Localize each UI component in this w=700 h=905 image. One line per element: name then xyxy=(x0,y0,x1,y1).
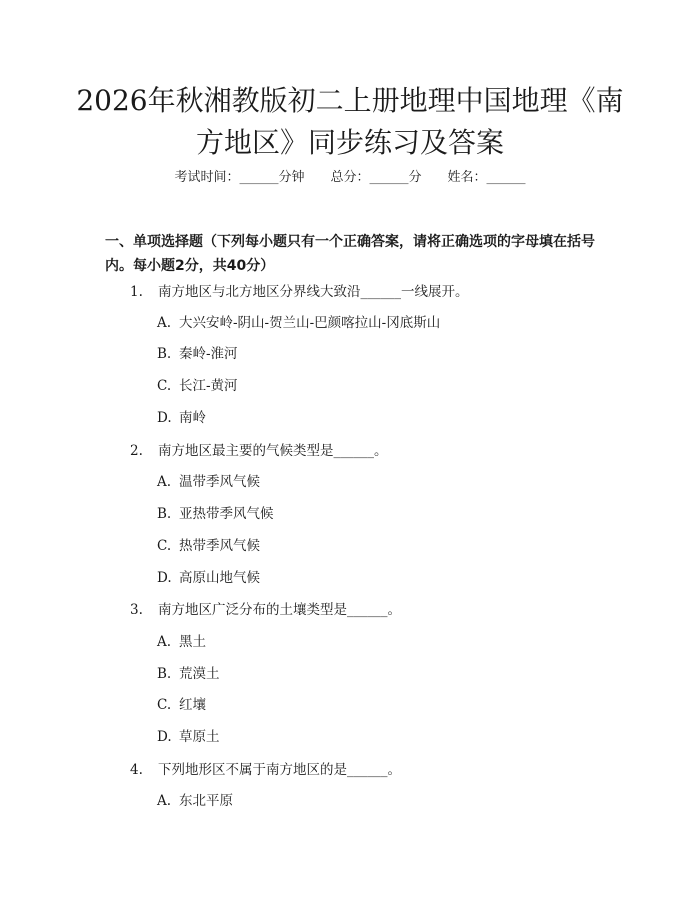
exam-time-field: 考试时间：______分钟 xyxy=(174,170,305,185)
option-text: 南岭 xyxy=(179,410,206,426)
option-text: 荒漠土 xyxy=(179,666,220,682)
option-text: 长江-黄河 xyxy=(179,378,238,394)
section-heading: 一、单项选择题（下列每小题只有一个正确答案，请将正确选项的字母填在括号内。每小题2分，共40分） xyxy=(105,234,595,274)
student-name-field: 姓名：______ xyxy=(447,170,526,185)
option-letter: C. xyxy=(157,697,172,713)
question-3 xyxy=(130,600,401,620)
option-letter: C. xyxy=(157,538,172,554)
question-1-option-d xyxy=(157,408,206,428)
option-text: 秦岭-淮河 xyxy=(179,346,238,362)
question-3-option-c xyxy=(157,695,206,715)
option-text: 高原山地气候 xyxy=(179,570,260,586)
question-2-option-a xyxy=(157,472,260,492)
question-2-option-c xyxy=(157,536,260,556)
option-text: 亚热带季风气候 xyxy=(179,506,274,522)
option-text: 大兴安岭-阴山-贺兰山-巴颜喀拉山-冈底斯山 xyxy=(179,315,441,331)
question-2 xyxy=(130,441,388,461)
option-text: 黑土 xyxy=(179,634,206,650)
question-number: 3. xyxy=(130,602,143,618)
option-letter: D. xyxy=(157,410,172,426)
option-letter: B. xyxy=(157,346,172,362)
question-1-option-a xyxy=(157,313,440,333)
total-score-field: 总分：______分 xyxy=(330,170,422,185)
option-letter: C. xyxy=(157,378,172,394)
option-letter: A. xyxy=(157,315,172,331)
question-3-option-d xyxy=(157,727,220,747)
exam-meta xyxy=(0,168,700,188)
question-number: 2. xyxy=(130,443,143,459)
option-letter: D. xyxy=(157,729,172,745)
option-text: 东北平原 xyxy=(179,793,233,809)
page-title-line-2: 方地区》同步练习及答案 xyxy=(195,126,504,159)
option-letter: D. xyxy=(157,570,172,586)
question-stem: 南方地区与北方地区分界线大致沿______一线展开。 xyxy=(158,284,469,300)
question-4-option-a xyxy=(157,791,233,811)
option-letter: A. xyxy=(157,793,172,809)
option-letter: B. xyxy=(157,506,172,522)
question-3-option-a xyxy=(157,632,206,652)
question-stem: 下列地形区不属于南方地区的是______。 xyxy=(158,762,401,778)
question-2-option-d xyxy=(157,568,260,588)
question-stem: 南方地区最主要的气候类型是______。 xyxy=(158,443,388,459)
question-1-option-b xyxy=(157,344,238,364)
option-text: 草原土 xyxy=(179,729,220,745)
question-2-option-b xyxy=(157,504,274,524)
option-text: 红壤 xyxy=(179,697,206,713)
question-stem: 南方地区广泛分布的土壤类型是______。 xyxy=(158,602,401,618)
option-letter: B. xyxy=(157,666,172,682)
question-1-option-c xyxy=(157,376,238,396)
question-number: 4. xyxy=(130,762,143,778)
question-3-option-b xyxy=(157,664,220,684)
question-4 xyxy=(130,760,401,780)
question-1 xyxy=(130,282,469,302)
option-letter: A. xyxy=(157,634,172,650)
option-text: 温带季风气候 xyxy=(179,474,260,490)
question-number: 1. xyxy=(130,284,143,300)
option-letter: A. xyxy=(157,474,172,490)
option-text: 热带季风气候 xyxy=(179,538,260,554)
page-title-line-1: 2026年秋湘教版初二上册地理中国地理《南 xyxy=(76,84,624,117)
